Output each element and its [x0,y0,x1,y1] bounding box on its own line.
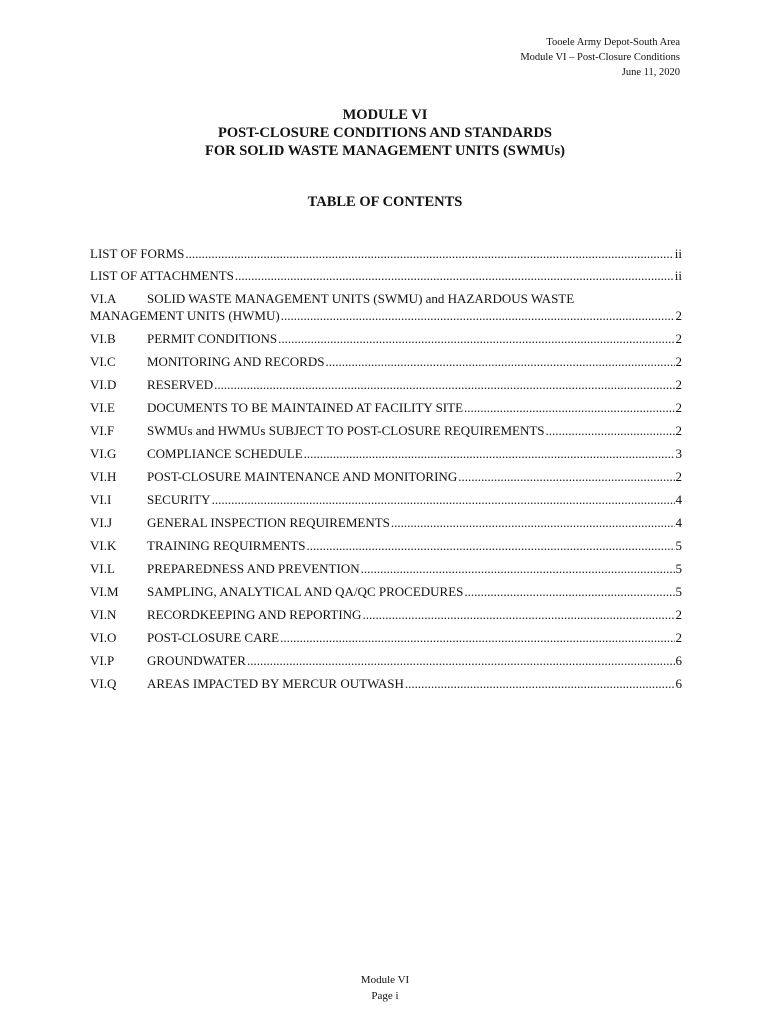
toc-leader-dots [304,446,675,462]
footer-page-number: Page i [371,990,399,1002]
toc-entry-page: 3 [675,446,682,461]
toc-entry-title: COMPLIANCE SCHEDULE [147,446,303,461]
toc-entry-page: 2 [675,423,682,438]
toc-entry-title: SWMUs and HWMUs SUBJECT TO POST-CLOSURE REQUIREMENTS [147,423,545,438]
footer-module: Module VI [360,974,410,986]
toc-entry-code: VI.C [90,354,116,369]
toc-entry-code: VI.G [90,446,117,461]
toc-entry-title: MONITORING AND RECORDS [147,354,325,369]
header-date: June 11, 2020 [621,67,680,78]
toc-entry-title: LIST OF ATTACHMENTS [90,268,234,283]
toc-entry-title: SECURITY [147,492,211,507]
toc-entry-vi-n[interactable] [90,607,682,624]
toc-entry-title: GENERAL INSPECTION REQUIREMENTS [147,515,390,530]
toc-entry-page: 2 [675,354,682,369]
toc-entry-code: VI.K [90,538,117,553]
toc-entry-code: VI.J [90,515,113,530]
toc-entry-title: RECORDKEEPING AND REPORTING [147,607,362,622]
toc-entry-vi-c[interactable] [90,354,682,371]
toc-entry-vi-l[interactable] [90,561,682,578]
toc-entry-code: VI.H [90,469,117,484]
toc-entry-vi-p[interactable] [90,653,682,670]
toc-leader-dots [546,423,675,439]
toc-entry-title: SOLID WASTE MANAGEMENT UNITS (SWMU) and HAZARDOUS WASTE [147,291,575,306]
toc-leader-dots [235,268,674,284]
toc-entry-vi-m[interactable] [90,584,682,601]
toc-entry-code: VI.E [90,400,115,415]
header-facility: Tooele Army Depot-South Area [546,37,680,48]
toc-leader-dots [464,584,674,600]
toc-entry-title: GROUNDWATER [147,653,246,668]
toc-entry-code: VI.L [90,561,115,576]
toc-entry-code: VI.D [90,377,117,392]
toc-entry-vi-k[interactable] [90,538,682,555]
toc-entry-title: PREPAREDNESS AND PREVENTION [147,561,360,576]
title-line-2: POST-CLOSURE CONDITIONS AND STANDARDS [218,125,552,141]
toc-leader-dots [185,246,673,262]
toc-entry-page: 2 [675,630,682,645]
toc-entry-vi-i[interactable] [90,492,682,509]
toc-leader-dots [391,515,675,531]
toc-entry-code: VI.B [90,331,116,346]
toc-entry-code: VI.A [90,291,117,306]
toc-entry-page: 4 [675,515,682,530]
toc-leader-dots [458,469,674,485]
toc-entry-page: 2 [675,377,682,392]
toc-leader-dots [278,331,674,347]
toc-leader-dots [280,630,674,646]
header-module: Module VI – Post-Closure Conditions [520,52,680,63]
toc-entry-list-of-forms[interactable] [90,246,682,263]
toc-leader-dots [307,538,675,554]
table-of-contents [90,246,682,693]
toc-entry-vi-o[interactable] [90,630,682,647]
toc-leader-dots [405,676,675,692]
toc-leader-dots [362,607,674,623]
toc-entry-page: 2 [675,469,682,484]
toc-leader-dots [247,653,675,669]
toc-entry-line-2 [90,308,682,325]
toc-entry-title: PERMIT CONDITIONS [147,331,278,346]
toc-entry-vi-e[interactable] [90,400,682,417]
toc-leader-dots [325,354,674,370]
toc-entry-page: 4 [675,492,682,507]
toc-entry-page: ii [674,246,682,261]
toc-entry-vi-h[interactable] [90,469,682,486]
toc-entry-title: SAMPLING, ANALYTICAL AND QA/QC PROCEDURES [147,584,464,599]
toc-entry-code: VI.O [90,630,117,645]
toc-entry-page: 5 [675,538,682,553]
toc-entry-title: RESERVED [147,377,214,392]
toc-entry-code: VI.P [90,653,115,668]
toc-leader-dots [212,492,675,508]
toc-entry-title: POST-CLOSURE MAINTENANCE AND MONITORING [147,469,458,484]
toc-entry-page: 2 [675,331,682,346]
toc-entry-code: VI.F [90,423,115,438]
toc-entry-code: VI.I [90,492,112,507]
toc-entry-code: VI.M [90,584,119,599]
toc-entry-vi-a[interactable] [90,291,682,325]
toc-entry-code: VI.N [90,607,117,622]
toc-entry-title: DOCUMENTS TO BE MAINTAINED AT FACILITY SITE [147,400,464,415]
page-header [520,35,680,80]
toc-entry-vi-b[interactable] [90,331,682,348]
toc-entry-page: 5 [675,584,682,599]
toc-entry-page: 6 [675,653,682,668]
toc-leader-dots [214,377,674,393]
toc-entry-code: VI.Q [90,676,117,691]
toc-entry-vi-f[interactable] [90,423,682,440]
toc-entry-vi-j[interactable] [90,515,682,532]
toc-entry-title: TRAINING REQUIRMENTS [147,538,306,553]
toc-entry-title: AREAS IMPACTED BY MERCUR OUTWASH [147,676,404,691]
page-footer [0,972,770,1004]
toc-entry-vi-g[interactable] [90,446,682,463]
toc-entry-page: 2 [675,400,682,415]
toc-entry-page: 5 [675,561,682,576]
document-title [0,106,770,160]
toc-leader-dots [281,308,675,324]
title-line-1: MODULE VI [342,107,428,123]
toc-entry-vi-d[interactable] [90,377,682,394]
toc-entry-title-continued: MANAGEMENT UNITS (HWMU) [90,308,280,323]
toc-entry-page: 2 [675,308,682,323]
title-line-3: FOR SOLID WASTE MANAGEMENT UNITS (SWMUs) [204,143,565,159]
toc-entry-title: LIST OF FORMS [90,246,185,261]
toc-entry-page: 6 [675,676,682,691]
toc-heading: TABLE OF CONTENTS [307,194,463,210]
toc-entry-page: ii [674,268,682,283]
toc-leader-dots [464,400,674,416]
toc-entry-line-1 [90,291,682,308]
toc-entry-title: POST-CLOSURE CARE [147,630,280,645]
toc-entry-list-of-attachments[interactable] [90,268,682,285]
toc-leader-dots [361,561,675,577]
toc-entry-page: 2 [675,607,682,622]
toc-entry-vi-q[interactable] [90,676,682,693]
